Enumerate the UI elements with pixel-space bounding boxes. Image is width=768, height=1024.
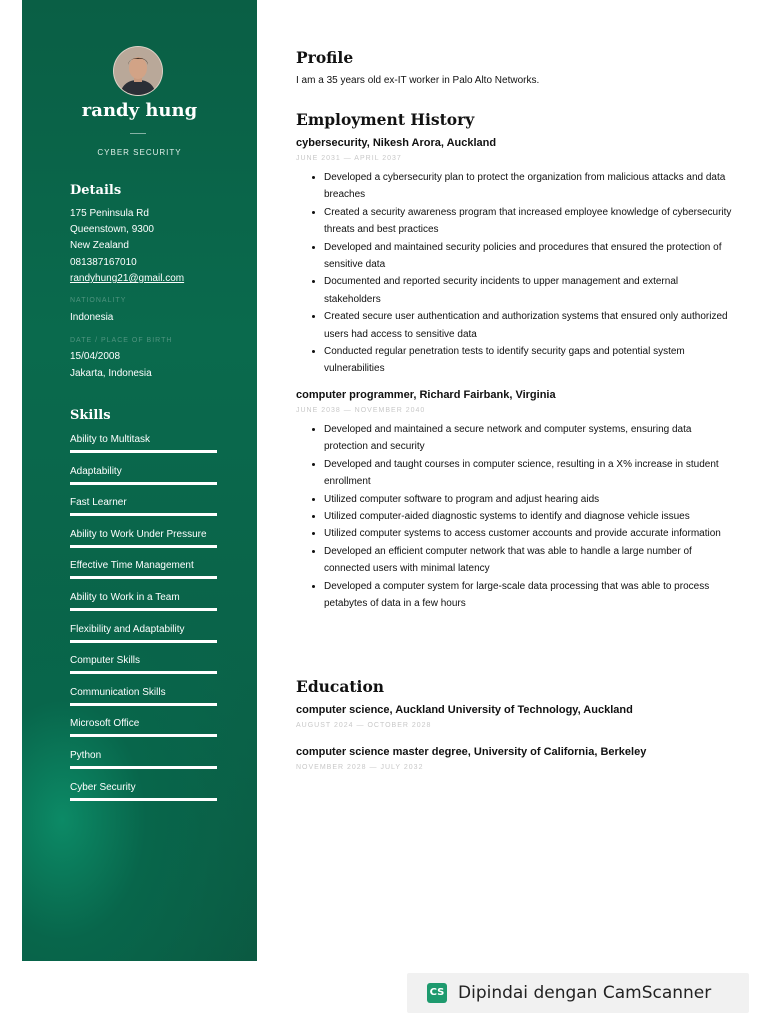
portrait-image bbox=[114, 47, 162, 95]
skill-level-fill bbox=[70, 513, 217, 516]
job-bullets bbox=[308, 421, 732, 612]
list-item: • Utilized computer-aided diagnostic systems to identify and diagnose vehicle issues bbox=[324, 508, 732, 525]
skill-level-fill bbox=[70, 608, 217, 611]
education-heading: Education bbox=[296, 677, 385, 696]
skill-item bbox=[70, 466, 217, 477]
skill-level-fill bbox=[70, 450, 217, 453]
skill-item bbox=[70, 782, 217, 793]
skill-item bbox=[70, 750, 217, 761]
skill-item bbox=[70, 718, 217, 729]
skill-level-bar bbox=[70, 450, 217, 453]
skill-name: Ability to Work Under Pressure bbox=[70, 528, 207, 540]
skill-level-bar bbox=[70, 513, 217, 516]
skill-level-bar bbox=[70, 798, 217, 801]
skills-heading: Skills bbox=[70, 408, 111, 423]
skill-level-bar bbox=[70, 766, 217, 769]
skill-level-fill bbox=[70, 798, 217, 801]
skill-item bbox=[70, 434, 217, 445]
list-item: • Created a security awareness program that increased employee knowledge of cybersecurity threats and best practices bbox=[324, 204, 732, 239]
list-item: • Developed a cybersecurity plan to protect the organization from malicious attacks and data breaches bbox=[324, 169, 732, 204]
skill-level-fill bbox=[70, 640, 217, 643]
education-title: computer science master degree, University of California, Berkeley bbox=[296, 746, 647, 758]
skill-level-fill bbox=[70, 734, 217, 737]
details-heading: Details bbox=[70, 183, 122, 198]
skill-name: Cyber Security bbox=[70, 781, 136, 793]
camscanner-logo-icon: CS bbox=[427, 983, 447, 1003]
skill-level-fill bbox=[70, 703, 217, 706]
employment-heading: Employment History bbox=[296, 110, 475, 129]
skill-name: Microsoft Office bbox=[70, 718, 140, 730]
job-title: cybersecurity, Nikesh Arora, Auckland bbox=[296, 137, 497, 149]
skill-level-fill bbox=[70, 671, 217, 674]
skill-level-bar bbox=[70, 608, 217, 611]
job-title: computer programmer, Richard Fairbank, Virginia bbox=[296, 389, 556, 401]
skill-level-bar bbox=[70, 640, 217, 643]
skill-name: Flexibility and Adaptability bbox=[70, 623, 185, 635]
skill-level-fill bbox=[70, 576, 217, 579]
skill-name: Python bbox=[70, 750, 102, 761]
list-item: • Developed and taught courses in computer science, resulting in a X% increase in student enrollment bbox=[324, 456, 732, 491]
skill-name: Computer Skills bbox=[70, 655, 141, 667]
skill-item bbox=[70, 560, 217, 571]
list-item: • Conducted regular penetration tests to identify security gaps and potential system vulnerabilities bbox=[324, 343, 732, 378]
candidate-name: randy hung bbox=[81, 100, 198, 121]
phone: 081387167010 bbox=[70, 257, 137, 268]
skill-level-fill bbox=[70, 482, 217, 485]
camscanner-watermark bbox=[407, 973, 749, 1013]
skill-level-bar bbox=[70, 545, 217, 548]
education-dates: AUGUST 2024 — OCTOBER 2028 bbox=[296, 722, 432, 729]
dob-label: DATE / PLACE OF BIRTH bbox=[70, 337, 173, 344]
list-item: • Created secure user authentication and authorization systems that ensured only authorized users had access to sensitive data bbox=[324, 308, 732, 343]
skill-item bbox=[70, 592, 217, 603]
list-item: • Developed an efficient computer network that was able to handle a large number of connected users with minimal latency bbox=[324, 543, 732, 578]
skill-name: Communication Skills bbox=[70, 686, 166, 698]
job-dates: JUNE 2031 — APRIL 2037 bbox=[296, 155, 402, 162]
skill-level-bar bbox=[70, 734, 217, 737]
skill-level-fill bbox=[70, 545, 217, 548]
nationality-label: NATIONALITY bbox=[70, 297, 127, 304]
email-link[interactable]: randyhung21@gmail.com bbox=[70, 273, 185, 284]
job-dates: JUNE 2038 — NOVEMBER 2040 bbox=[296, 407, 426, 414]
skill-name: Adaptability bbox=[70, 465, 122, 477]
address-line2: Queenstown, 9300 bbox=[70, 224, 154, 235]
list-item: • Utilized computer systems to access customer accounts and provide accurate information bbox=[324, 525, 732, 542]
address-line1: 175 Peninsula Rd bbox=[70, 208, 149, 219]
date-of-birth: 15/04/2008 bbox=[70, 351, 121, 362]
skill-item bbox=[70, 497, 217, 508]
skill-name: Ability to Work in a Team bbox=[70, 592, 180, 603]
list-item: • Developed and maintained a secure network and computer systems, ensuring data protection and security bbox=[324, 421, 732, 456]
name-divider bbox=[130, 133, 146, 134]
list-item: • Documented and reported security incidents to upper management and external stakeholders bbox=[324, 273, 732, 308]
skill-level-fill bbox=[70, 766, 217, 769]
camscanner-text: Dipindai dengan CamScanner bbox=[458, 983, 712, 1003]
place-of-birth: Jakarta, Indonesia bbox=[70, 368, 152, 379]
skill-name: Ability to Multitask bbox=[70, 434, 151, 445]
profile-heading: Profile bbox=[296, 48, 354, 67]
list-item: • Utilized computer software to program and adjust hearing aids bbox=[324, 491, 732, 508]
education-dates: NOVEMBER 2028 — JULY 2032 bbox=[296, 764, 424, 771]
skill-item bbox=[70, 529, 217, 540]
skill-level-bar bbox=[70, 576, 217, 579]
skill-item bbox=[70, 687, 217, 698]
skill-item bbox=[70, 655, 217, 666]
nationality: Indonesia bbox=[70, 312, 114, 323]
candidate-job-title: CYBER SECURITY bbox=[97, 148, 182, 157]
skill-name: Effective Time Management bbox=[70, 560, 194, 572]
avatar bbox=[113, 46, 163, 96]
skill-level-bar bbox=[70, 671, 217, 674]
education-title: computer science, Auckland University of Technology, Auckland bbox=[296, 704, 633, 716]
list-item: • Developed and maintained security policies and procedures that ensured the protection of sensitive data bbox=[324, 239, 732, 274]
job-bullets bbox=[308, 169, 732, 378]
resume-sidebar bbox=[22, 0, 257, 961]
skill-level-bar bbox=[70, 482, 217, 485]
country: New Zealand bbox=[70, 240, 129, 251]
skill-item bbox=[70, 624, 217, 635]
list-item: • Developed a computer system for large-scale data processing that was able to process petabytes of data in a few hours bbox=[324, 578, 732, 613]
skill-name: Fast Learner bbox=[70, 497, 127, 509]
skill-level-bar bbox=[70, 703, 217, 706]
profile-text: I am a 35 years old ex-IT worker in Palo Alto Networks. bbox=[296, 75, 540, 86]
